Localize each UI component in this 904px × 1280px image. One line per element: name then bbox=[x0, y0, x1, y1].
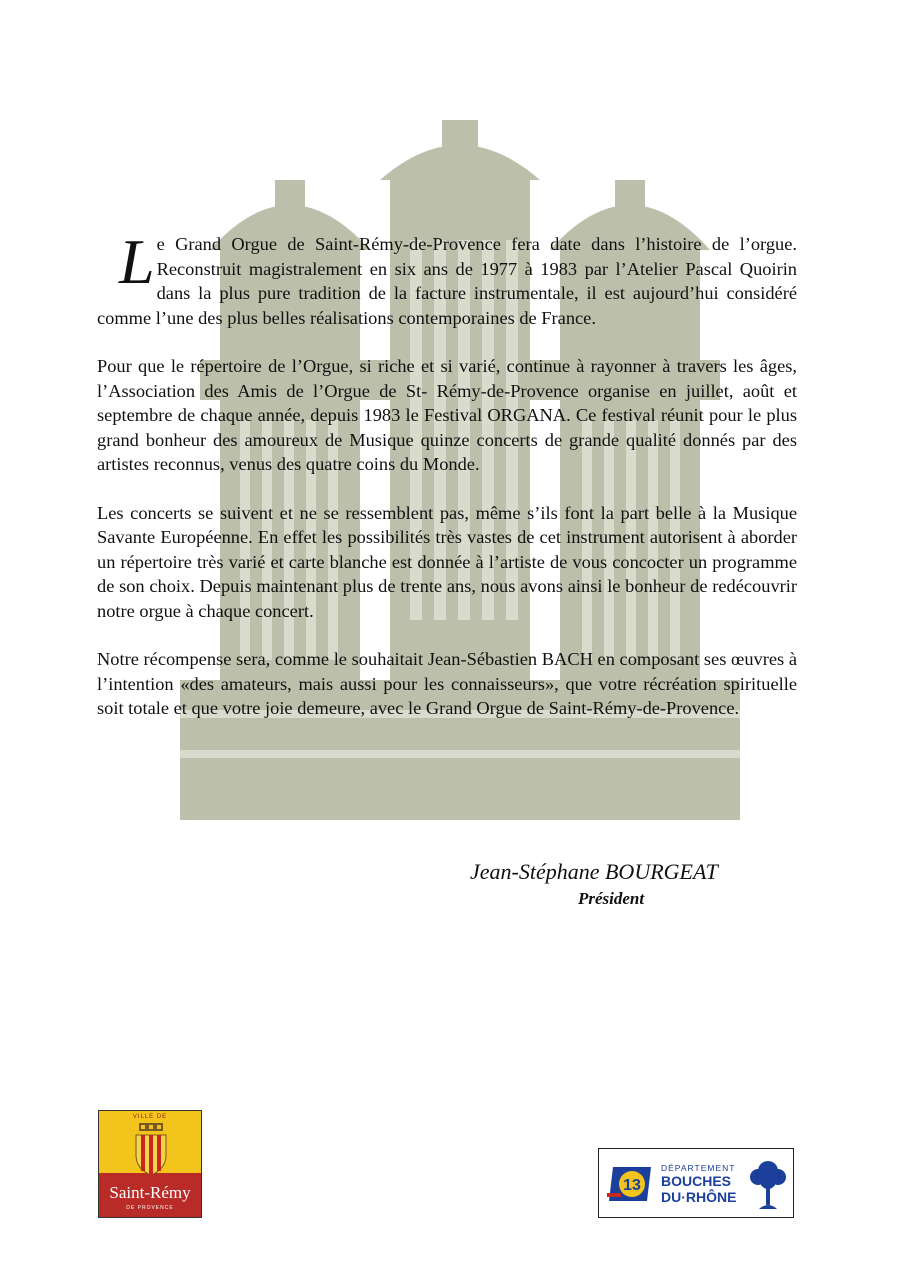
logo-bottom-text: DE PROVENCE bbox=[126, 1205, 174, 1211]
paragraph-1-text: e Grand Orgue de Saint-Rémy-de-Provence fera date dans l’histoire de l’orgue. Reconstruit magistralement en six ans de 1977 à 1983 par l’Atelier Pascal Quoirin dans la plus pure tradition de la facture instrumentale, il est aujourd’hui considéré comme l’une des plus belles réalisations contemporaines de France. bbox=[97, 234, 797, 328]
coat-of-arms-icon bbox=[133, 1123, 169, 1175]
paragraph-1 bbox=[97, 226, 797, 330]
paragraph-2: Pour que le répertoire de l’Orgue, si riche et si varié, continue à rayonner à travers les âges, l’Association des Amis de l’Orgue de St- Rémy-de-Provence organise en juillet, août et septembre de chaque année, depuis 1983 le Festival ORGANA. Ce festival réunit pour le plus grand bonheur des amoureux de Musique quinze concerts de grande qualité donnés par des artistes reconnus, venus des quatre coins du Monde. bbox=[97, 356, 797, 474]
saint-remy-logo bbox=[98, 1110, 202, 1218]
emblem-number: 13 bbox=[623, 1177, 641, 1194]
logo-rhone-label: DU·RHÔNE bbox=[661, 1189, 737, 1205]
paragraph-4: Notre récompense sera, comme le souhaitait Jean-Sébastien BACH en composant ses œuvres à l’intention «des amateurs, mais aussi pour les connaisseurs», que votre récréation spirituelle soit totale et que votre joie demeure, avec le Grand Orgue de Saint-Rémy-de-Provence. bbox=[97, 649, 797, 718]
signature-name: Jean-Stéphane BOURGEAT bbox=[470, 859, 718, 884]
letter-body bbox=[97, 226, 797, 745]
signature-role: Président bbox=[578, 889, 645, 908]
tree-icon bbox=[747, 1157, 789, 1211]
drop-cap: L bbox=[119, 226, 155, 297]
bouches-du-rhone-logo bbox=[598, 1148, 794, 1218]
logo-department-label: DÉPARTEMENT bbox=[661, 1163, 736, 1173]
logo-bouches-label: BOUCHES bbox=[661, 1173, 732, 1189]
logo-top-text: VILLE DE bbox=[132, 1114, 168, 1120]
department-13-emblem-icon bbox=[607, 1163, 657, 1205]
paragraph-3: Les concerts se suivent et ne se ressemblent pas, même s’ils font la part belle à la Musique Savante Européenne. En effet les possibilités très vastes de cet instrument autorisent à aborder un répertoire très varié et carte blanche est donnée à l’artiste de vous concocter un programme de son choix. Depuis maintenant plus de trente ans, nous avons ainsi le bonheur de redécouvrir notre orgue à chaque concert. bbox=[97, 502, 797, 621]
logo-name: Saint-Rémy bbox=[109, 1183, 191, 1202]
